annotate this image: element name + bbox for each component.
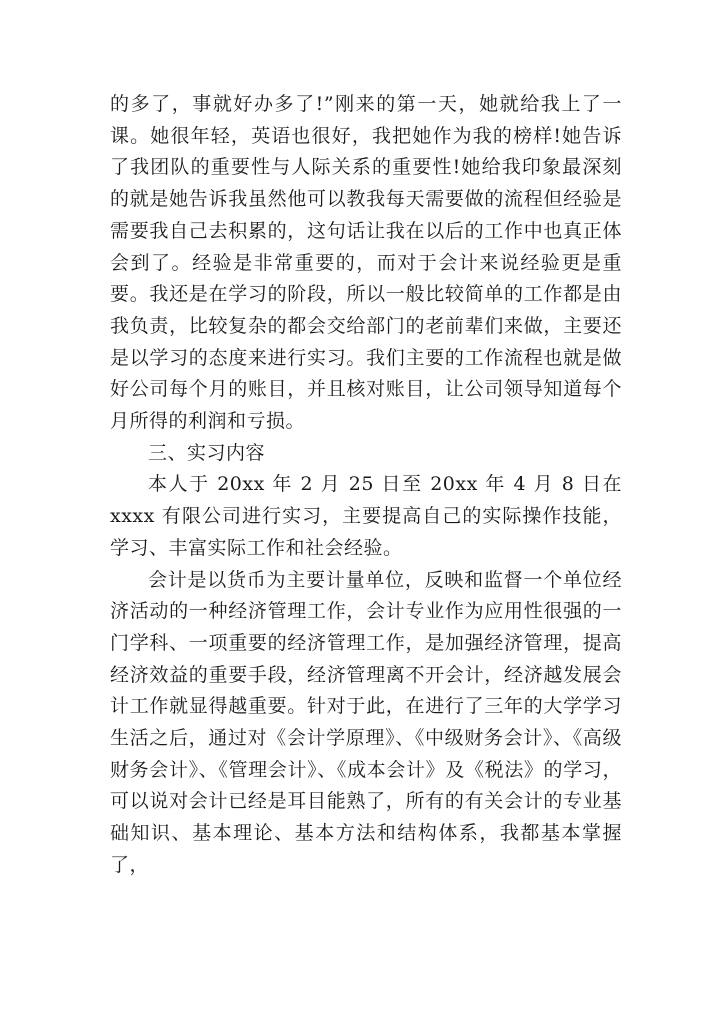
document-body <box>110 89 622 882</box>
paragraph-continued: 的多了，事就好办多了!”刚来的第一天，她就给我上了一课。她很年轻，英语也很好，我把她作为我的榜样!她告诉了我团队的重要性与人际关系的重要性!她给我印象最深刻的就是她告诉我虽然他可以教我每天需要做的流程但经验是需要我自己去积累的，这句话让我在以后的工作中也真正体会到了。经验是非常重要的，而对于会计来说经验更是重要。我还是在学习的阶段，所以一般比较简单的工作都是由我负责，比较复杂的都会交给部门的老前辈们来做，主要还是以学习的态度来进行实习。我们主要的工作流程也就是做好公司每个月的账目，并且核对账目，让公司领导知道每个月所得的利润和亏损。 <box>110 93 622 433</box>
paragraph-accounting-overview: 会计是以货币为主要计量单位，反映和监督一个单位经济活动的一种经济管理工作，会计专业作为应用性很强的一门学科、一项重要的经济管理工作，是加强经济管理，提高经济效益的重要手段，经济管理离不开会计，经济越发展会计工作就显得越重要。针对于此，在进行了三年的大学学习生活之后，通过对《会计学原理》、《中级财务会计》、《高级财务会计》、《管理会计》、《成本会计》及《税法》的学习，可以说对会计已经是耳目能熟了，所有的有关会计的专业基础知识、基本理论、基本方法和结构体系，我都基本掌握了， <box>110 568 622 876</box>
paragraph-internship-period: 本人于 20xx 年 2 月 25 日至 20xx 年 4 月 8 日在 xxxx 有限公司进行实习，主要提高自己的实际操作技能，学习、丰富实际工作和社会经验。 <box>110 473 622 559</box>
section-heading-internship-content: 三、实习内容 <box>148 441 266 464</box>
